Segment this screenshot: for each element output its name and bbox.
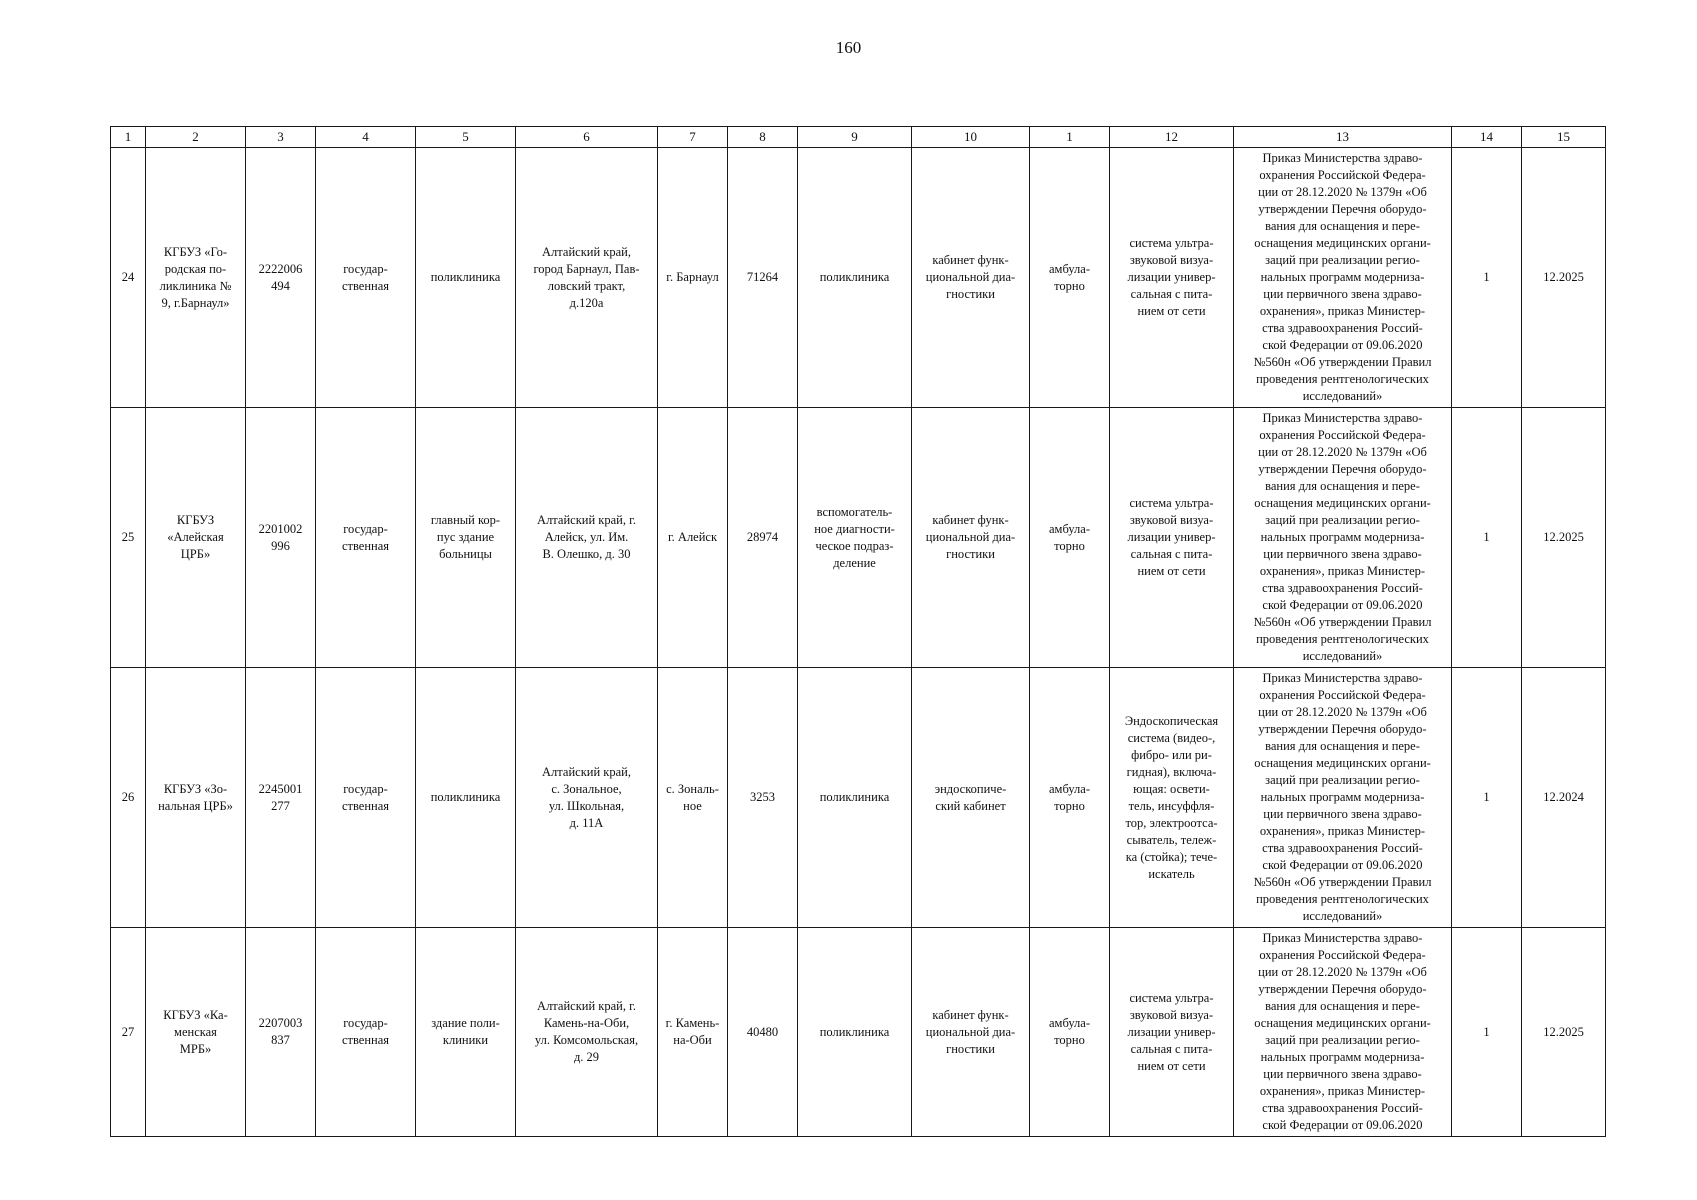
- room-type: кабинет функ- циональной диа- гностики: [912, 928, 1030, 1137]
- care-mode: амбула- торно: [1030, 148, 1110, 408]
- column-header: 10: [912, 127, 1030, 148]
- care-mode: амбула- торно: [1030, 408, 1110, 668]
- column-header: 9: [798, 127, 912, 148]
- table-row: [111, 408, 1606, 668]
- organization-name: КГБУЗ «Ка- менская МРБ»: [146, 928, 246, 1137]
- column-header: 14: [1452, 127, 1522, 148]
- locality: г. Камень- на-Оби: [658, 928, 728, 1137]
- quantity: 1: [1452, 408, 1522, 668]
- ownership-form: государ- ственная: [316, 148, 416, 408]
- locality: с. Зональ- ное: [658, 668, 728, 928]
- column-header: 4: [316, 127, 416, 148]
- legal-basis: Приказ Министерства здраво- охранения Российской Федера- ции от 28.12.2020 № 1379н «Об утверждении Перечня оборудо- вания для оснащения и пере- оснащения медицинских органи- заций при реализации регио- нальных программ модерниза- ции первичного звена здраво- охранения», приказ Министер- ства здравоохранения Россий- ской Федерации от 09.06.2020 №560н «Об утверждении Правил проведения рентгенологических исследований»: [1234, 148, 1452, 408]
- care-mode: амбула- торно: [1030, 668, 1110, 928]
- column-header: 6: [516, 127, 658, 148]
- building-type: главный кор- пус здание больницы: [416, 408, 516, 668]
- population-code: 28974: [728, 408, 798, 668]
- quantity: 1: [1452, 928, 1522, 1137]
- equipment-name: Эндоскопическая система (видео-, фибро- или ри- гидная), включа- ющая: освети- тель, инсуффля- тор, электроотса- сыватель, тележ- ка (стойка); тече- искатель: [1110, 668, 1234, 928]
- equipment-name: система ультра- звуковой визуа- лизации универ- сальная с пита- нием от сети: [1110, 408, 1234, 668]
- inn-code: 2207003 837: [246, 928, 316, 1137]
- due-date: 12.2025: [1522, 408, 1606, 668]
- population-code: 3253: [728, 668, 798, 928]
- ownership-form: государ- ственная: [316, 668, 416, 928]
- column-header: 12: [1110, 127, 1234, 148]
- table-row: [111, 928, 1606, 1137]
- legal-basis: Приказ Министерства здраво- охранения Российской Федера- ции от 28.12.2020 № 1379н «Об утверждении Перечня оборудо- вания для оснащения и пере- оснащения медицинских органи- заций при реализации регио- нальных программ модерниза- ции первичного звена здраво- охранения», приказ Министер- ства здравоохранения Россий- ской Федерации от 09.06.2020: [1234, 928, 1452, 1137]
- column-header: 13: [1234, 127, 1452, 148]
- column-header: 3: [246, 127, 316, 148]
- ownership-form: государ- ственная: [316, 928, 416, 1137]
- inn-code: 2222006 494: [246, 148, 316, 408]
- building-type: поликлиника: [416, 148, 516, 408]
- column-header: 5: [416, 127, 516, 148]
- inn-code: 2245001 277: [246, 668, 316, 928]
- room-type: эндоскопиче- ский кабинет: [912, 668, 1030, 928]
- care-mode: амбула- торно: [1030, 928, 1110, 1137]
- page-number: 160: [835, 38, 862, 57]
- equipment-name: система ультра- звуковой визуа- лизации универ- сальная с пита- нием от сети: [1110, 148, 1234, 408]
- room-type: кабинет функ- циональной диа- гностики: [912, 148, 1030, 408]
- column-header: 7: [658, 127, 728, 148]
- equipment-table: [110, 126, 1606, 1137]
- organization-name: КГБУЗ «Го- родская по- ликлиника № 9, г.Барнаул»: [146, 148, 246, 408]
- due-date: 12.2025: [1522, 928, 1606, 1137]
- building-type: поликлиника: [416, 668, 516, 928]
- unit-type: поликлиника: [798, 148, 912, 408]
- inn-code: 2201002 996: [246, 408, 316, 668]
- address: Алтайский край, г. Алейск, ул. Им. В. Олешко, д. 30: [516, 408, 658, 668]
- room-type: кабинет функ- циональной диа- гностики: [912, 408, 1030, 668]
- column-header: 1: [111, 127, 146, 148]
- column-header: 2: [146, 127, 246, 148]
- due-date: 12.2024: [1522, 668, 1606, 928]
- locality: г. Алейск: [658, 408, 728, 668]
- table-header-row: [111, 127, 1606, 148]
- ownership-form: государ- ственная: [316, 408, 416, 668]
- table-row: [111, 148, 1606, 408]
- population-code: 71264: [728, 148, 798, 408]
- organization-name: КГБУЗ «Алейская ЦРБ»: [146, 408, 246, 668]
- legal-basis: Приказ Министерства здраво- охранения Российской Федера- ции от 28.12.2020 № 1379н «Об утверждении Перечня оборудо- вания для оснащения и пере- оснащения медицинских органи- заций при реализации регио- нальных программ модерниза- ции первичного звена здраво- охранения», приказ Министер- ства здравоохранения Россий- ской Федерации от 09.06.2020 №560н «Об утверждении Правил проведения рентгенологических исследований»: [1234, 408, 1452, 668]
- locality: г. Барнаул: [658, 148, 728, 408]
- organization-name: КГБУЗ «Зо- нальная ЦРБ»: [146, 668, 246, 928]
- legal-basis: Приказ Министерства здраво- охранения Российской Федера- ции от 28.12.2020 № 1379н «Об утверждении Перечня оборудо- вания для оснащения и пере- оснащения медицинских органи- заций при реализации регио- нальных программ модерниза- ции первичного звена здраво- охранения», приказ Министер- ства здравоохранения Россий- ской Федерации от 09.06.2020 №560н «Об утверждении Правил проведения рентгенологических исследований»: [1234, 668, 1452, 928]
- table-row: [111, 668, 1606, 928]
- building-type: здание поли- клиники: [416, 928, 516, 1137]
- quantity: 1: [1452, 148, 1522, 408]
- column-header: 1: [1030, 127, 1110, 148]
- population-code: 40480: [728, 928, 798, 1137]
- quantity: 1: [1452, 668, 1522, 928]
- address: Алтайский край, город Барнаул, Пав- ловский тракт, д.120а: [516, 148, 658, 408]
- unit-type: поликлиника: [798, 668, 912, 928]
- address: Алтайский край, г. Камень-на-Оби, ул. Комсомольская, д. 29: [516, 928, 658, 1137]
- due-date: 12.2025: [1522, 148, 1606, 408]
- unit-type: поликлиника: [798, 928, 912, 1137]
- row-number: 25: [111, 408, 146, 668]
- address: Алтайский край, с. Зональное, ул. Школьная, д. 11А: [516, 668, 658, 928]
- column-header: 8: [728, 127, 798, 148]
- equipment-name: система ультра- звуковой визуа- лизации универ- сальная с пита- нием от сети: [1110, 928, 1234, 1137]
- row-number: 24: [111, 148, 146, 408]
- row-number: 26: [111, 668, 146, 928]
- row-number: 27: [111, 928, 146, 1137]
- column-header: 15: [1522, 127, 1606, 148]
- unit-type: вспомогатель- ное диагности- ческое подраз- деление: [798, 408, 912, 668]
